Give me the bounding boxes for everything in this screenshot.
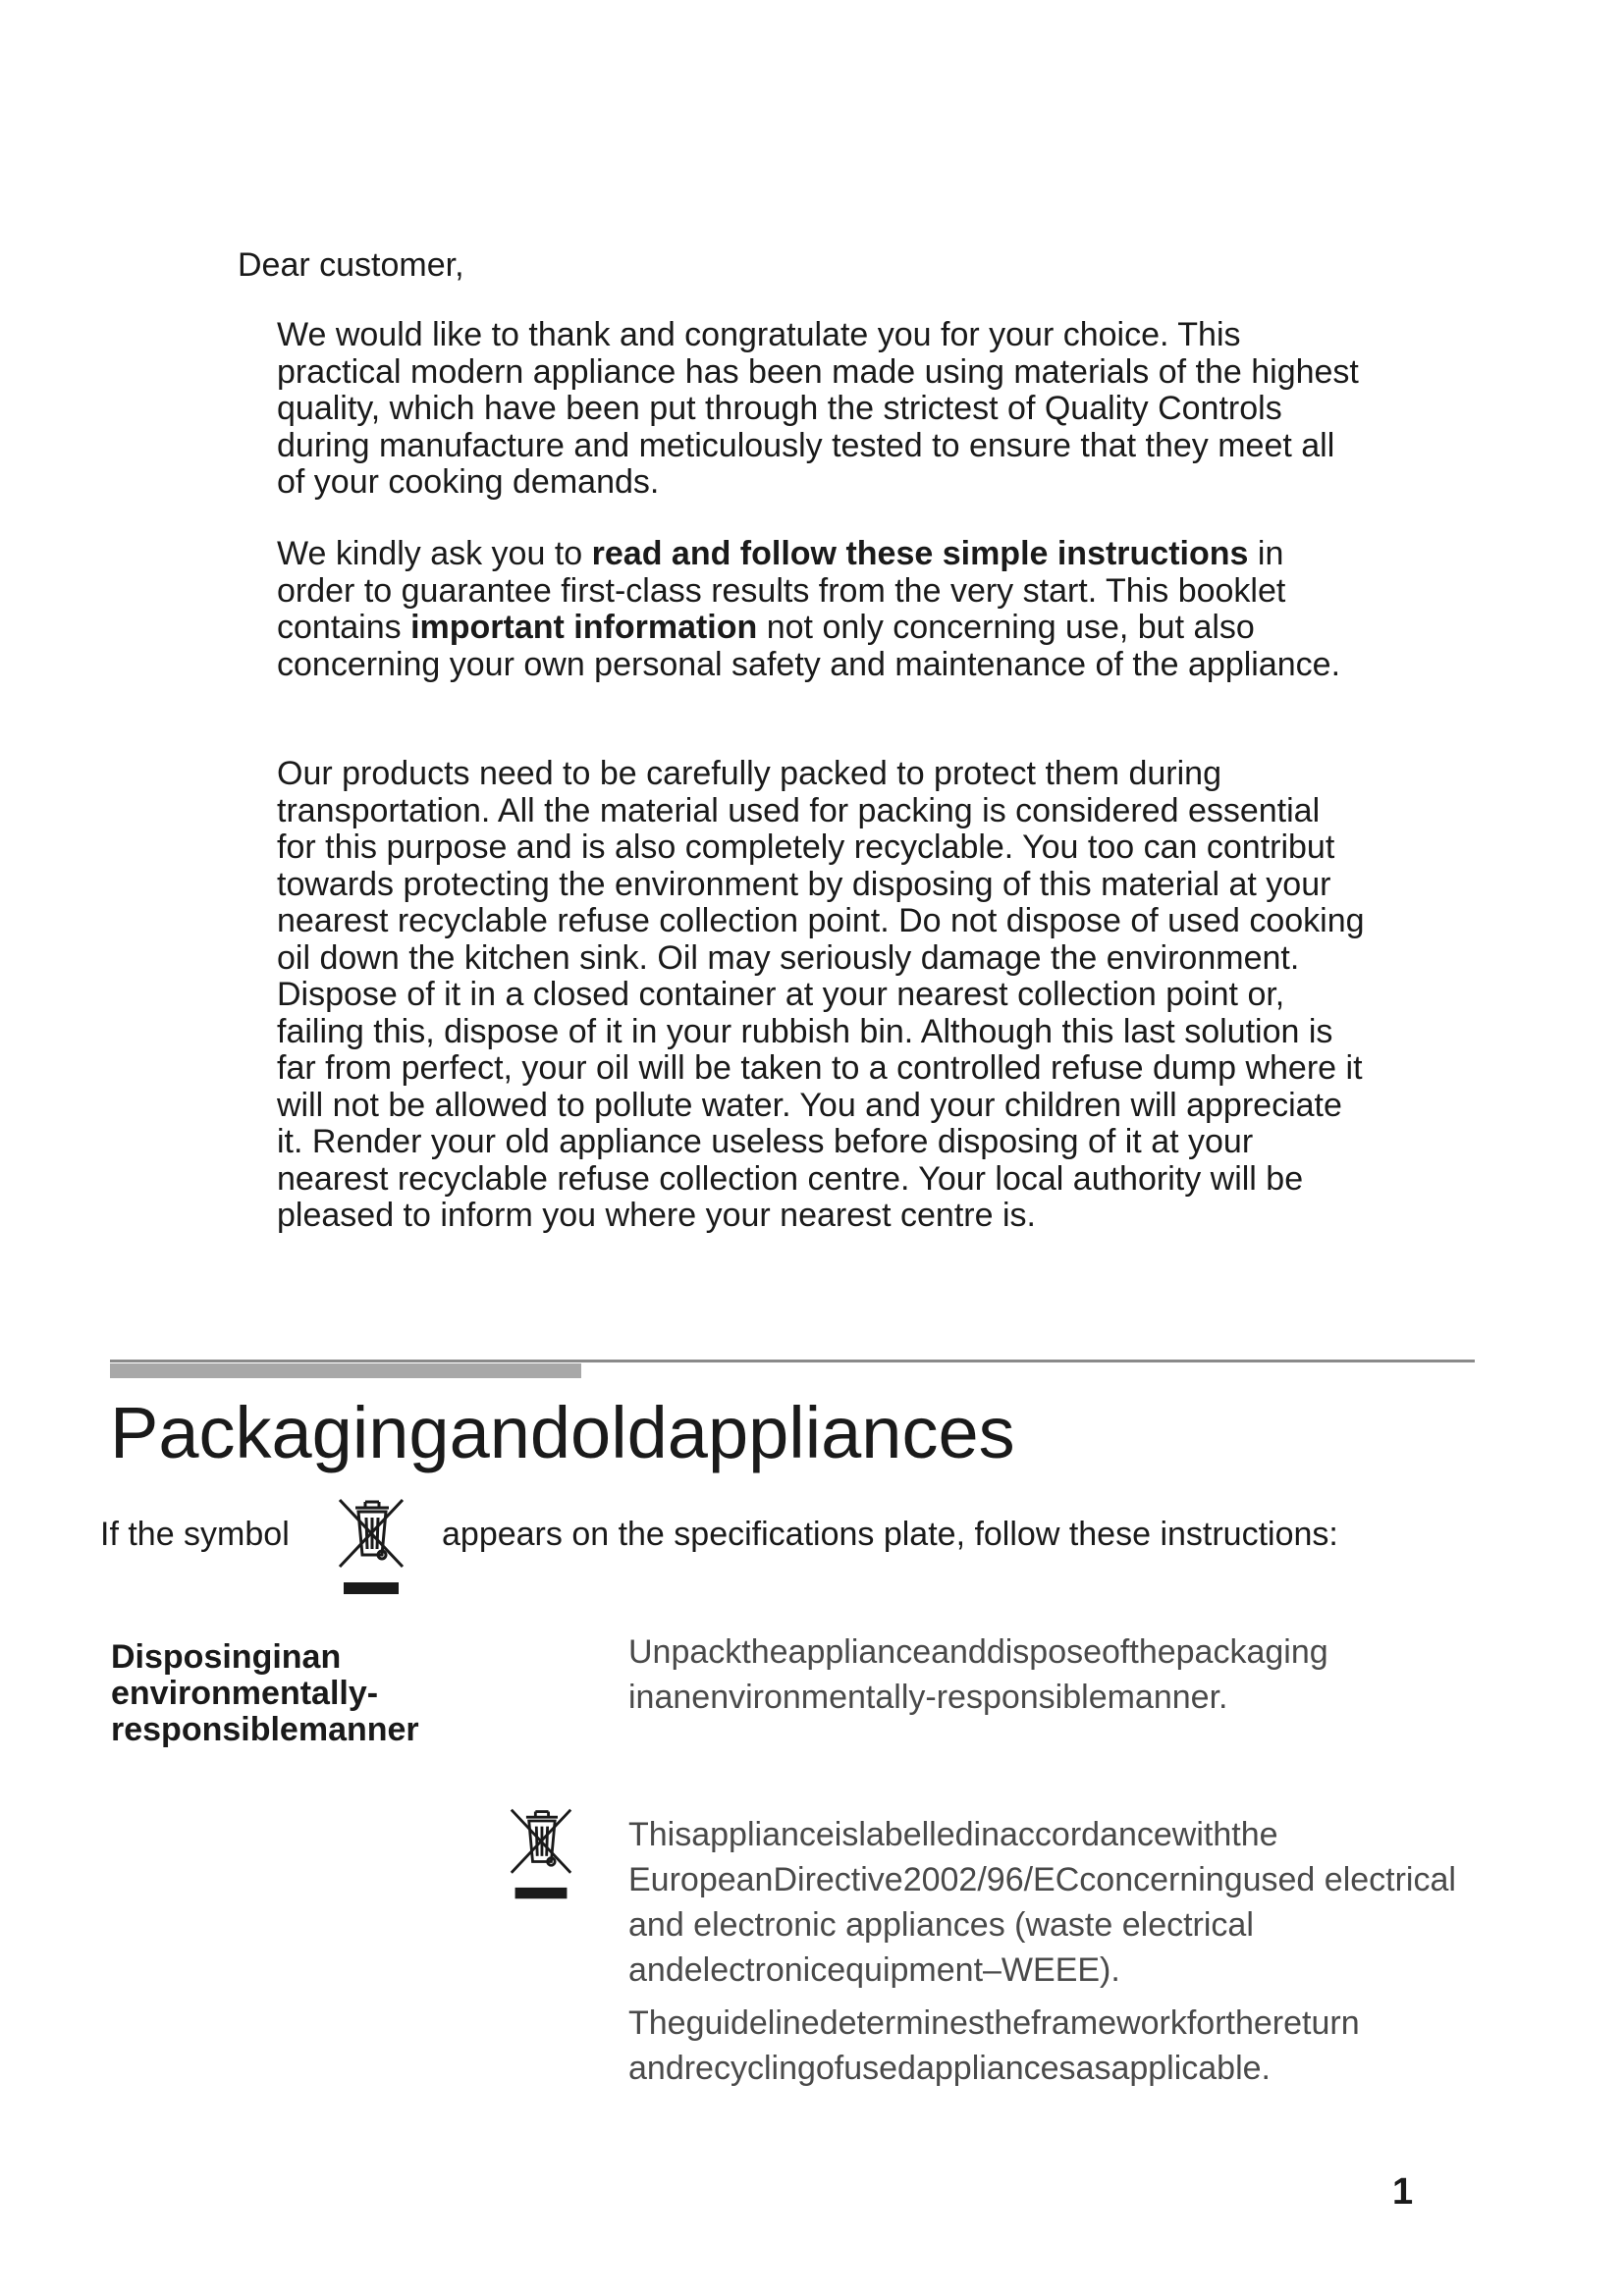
intro-paragraph-packaging: Our products need to be carefully packed to protect them during transportation. All the material used for packing is considered essential for this purpose and is also completely recyclable. You too can contribut towards protecting the environment by disposing of this material at your nearest recyclable refuse collection point. Do not dispose of used cooking oil down the kitchen sink. Oil may seriously damage the environment. Dispose of it in a closed container at your nearest collection point or, failing this, dispose of it in your rubbish bin. Although this last solution is far from perfect, your oil will be taken to a controlled refuse dump where it will not be allowed to pollute water. You and your children will appreciate it. Render your old appliance useless before disposing of it at your nearest recyclable refuse collection centre. Your local authority will be pleased to inform you where your nearest centre is. — [277, 755, 1365, 1234]
weee-crossed-out-bin-icon — [506, 1804, 576, 1902]
greeting: Dear customer, — [238, 246, 464, 284]
section-title: Packagingandoldappliances — [110, 1392, 1015, 1473]
weee-crossed-out-bin-icon — [334, 1494, 408, 1598]
disposal-heading-line-2: environmentally- — [111, 1675, 379, 1712]
instructions-text-1: We kindly ask you to — [277, 535, 592, 572]
disposal-heading-line-3: responsiblemanner — [111, 1711, 419, 1748]
instructions-text-3: not only concerning use, but also concerning your own personal safety and maintenance of the appliance. — [277, 609, 1341, 683]
instructions-text-2: in order to guarantee first-class results from the very start. This booklet contains — [277, 535, 1286, 646]
disposal-heading-line-1: Disposinginan — [111, 1638, 342, 1676]
instructions-emphasis-read: read and follow these simple instructions — [591, 535, 1249, 572]
symbol-text-before: If the symbol — [100, 1516, 290, 1553]
disposal-heading — [111, 1639, 464, 1748]
weee-directive-paragraph: Thisapplianceislabelledinaccordancewiththe EuropeanDirective2002/96/ECconcerningused electrical and electronic appliances (waste electrical andelectronicequipment–WEEE). — [628, 1816, 1456, 1989]
page-number: 1 — [1392, 2171, 1414, 2213]
section-divider — [110, 1360, 1475, 1362]
instructions-emphasis-important: important information — [410, 609, 758, 646]
symbol-text-after: appears on the specifications plate, follow these instructions: — [442, 1516, 1338, 1553]
guideline-paragraph: Theguidelinedeterminestheframeworkforthereturn andrecyclingofusedappliancesasapplicable. — [628, 2004, 1360, 2087]
section-divider-accent — [110, 1363, 581, 1378]
intro-paragraph-instructions — [277, 536, 1367, 683]
intro-paragraph-thanks: We would like to thank and congratulate you for your choice. This practical modern appliance has been made using materials of the highest quality, which have been put through the strictest of Quality Controls during manufacture and meticulously tested to ensure that they meet all of your cooking demands. — [277, 316, 1359, 501]
unpack-paragraph: Unpacktheapplianceanddisposeofthepackaging inanenvironmentally-responsiblemanner. — [628, 1633, 1328, 1716]
